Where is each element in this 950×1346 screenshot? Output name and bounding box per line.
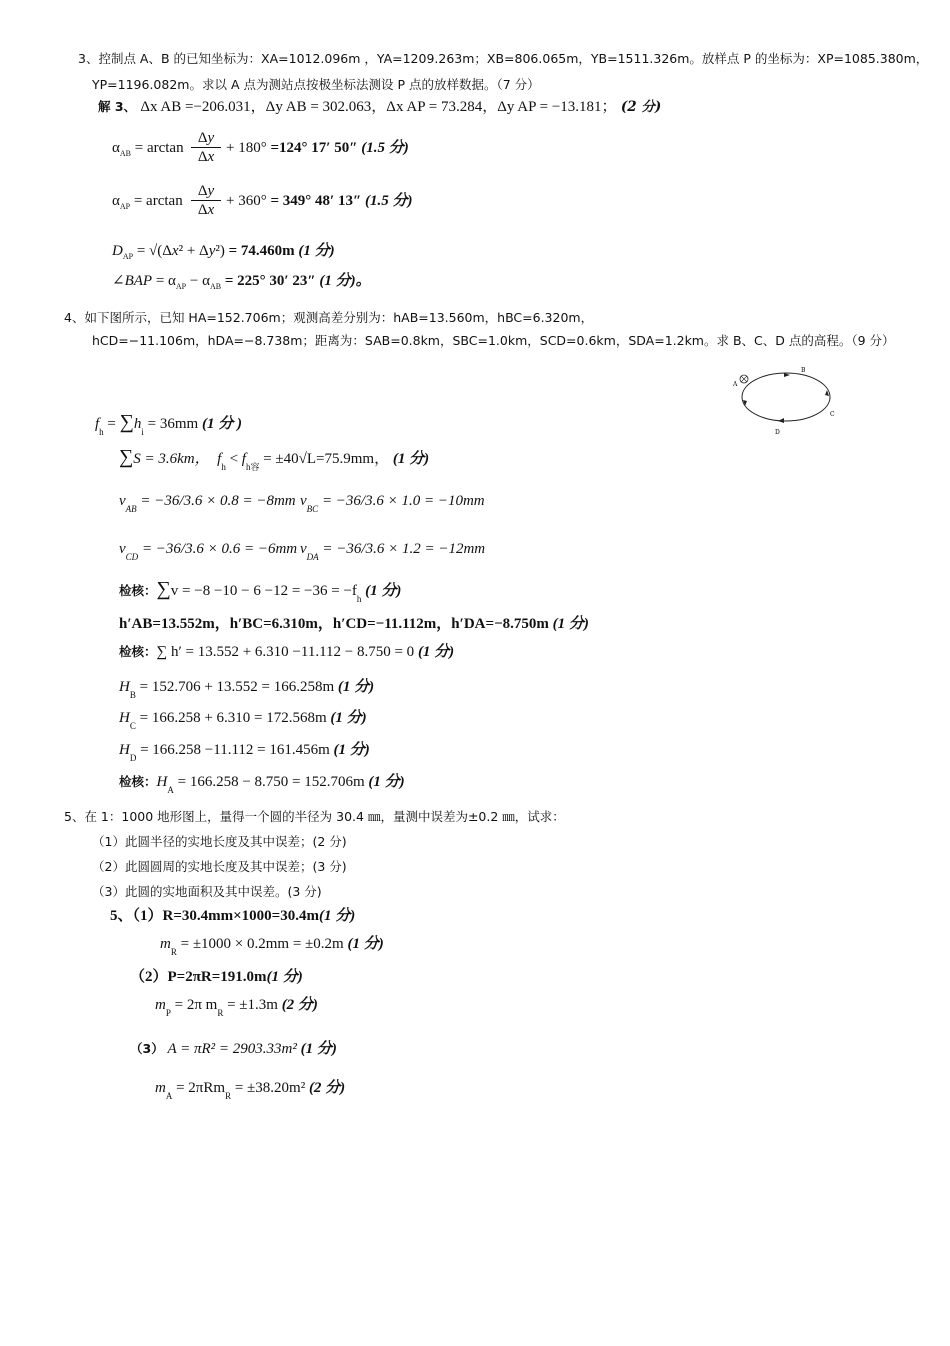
q3-alpha-ab-fraction: Δy Δx [191, 130, 221, 166]
q5-ans1-line [110, 907, 355, 925]
q4-f-allow: = ±40√L=75.9mm， [263, 451, 390, 467]
diagram-label-c: C [830, 411, 835, 418]
q3-alpha-ab-value: =124° 17′ 50″ [270, 140, 358, 156]
q4-v-ab: $v_{AB} = -36/3.6 \times 0.8 = -8mm$ [119, 493, 296, 514]
q4-v-bc-value: = −36/3.6 × 1.0 = −10mm [321, 493, 485, 509]
q4-v-cd: $v_{CD} = -36/3.6 \times 0.6 = -6mm$ [119, 541, 298, 562]
q4-check2-label: 检核： [119, 644, 157, 659]
q4-hc-line: $H_C = 166.258 + 6.310 = 172.568m$ (1 分) [119, 710, 367, 731]
q4-check1: v = −8 −10 − 6 −12 = −36 = −f [170, 583, 357, 599]
q4-ha: = 166.258 − 8.750 = 152.706m [177, 774, 365, 790]
q4-hb-line: $H_B = 152.706 + 13.552 = 166.258m$ (1 分) [119, 679, 375, 700]
diagram-label-d: D [775, 429, 780, 436]
q4-f-allow-points: (1 分) [392, 451, 430, 467]
q4-v-ab-value: = −36/3.6 × 0.8 = −8mm [140, 493, 296, 509]
q5-mr-line: $m_R = \pm 1000 \times 0.2mm = \pm 0.2m$ (1 分) [160, 936, 384, 957]
q4-ha-points: (1 分) [368, 774, 405, 790]
q3-angle-value: = 225° 30′ 23″ [224, 273, 316, 289]
q4-ha-line: 检核：$H_A = 166.258 - 8.750 = 152.706m$ (1 分) [119, 774, 405, 795]
q4-hc-points: (1 分) [330, 710, 367, 726]
q4-hc: = 166.258 + 6.310 = 172.568m [139, 710, 327, 726]
q5-ans2-points: (1 分) [266, 969, 303, 985]
q4-check1-points: (1 分) [365, 583, 402, 599]
q5-ans1-points: (1 分) [318, 908, 356, 924]
q4-corrected-h-points: (1 分) [552, 616, 589, 632]
q3-angle-line: ∠BAP = $\alpha_{AP} - \alpha_{AB} = 225^\circ$ 30′ 23″ (1 分)。 [112, 273, 371, 291]
q5-ans3-points: (1 分) [300, 1041, 337, 1057]
q4-fh-value: = 36mm [147, 416, 199, 432]
q3-distance-value: = 74.460m [228, 243, 295, 259]
q5-part3: （3）此圆的实地面积及其中误差。(3 分) [92, 884, 322, 899]
q4-check2-points: (1 分) [417, 644, 455, 660]
q4-v-cd-value: = −36/3.6 × 0.6 = −6mm [141, 541, 298, 557]
q3-distance-line: $D_{AP} = √(\Delta x^2 + \Delta y^2) = 74.460m$ (1 分) [112, 243, 335, 261]
q3-distance-points: (1 分) [298, 243, 335, 259]
q4-hd-points: (1 分) [333, 742, 370, 758]
arrow-ab-icon [784, 373, 790, 377]
q3-alpha-ab-lhs: $\alpha_{AB} = \arctan$ [112, 140, 184, 158]
benchmark-a-cross [741, 376, 747, 382]
q5-ma: = 2πRm [176, 1080, 226, 1096]
q3-solution-label: 解 3、 [98, 99, 137, 114]
q4-sum-s-line: ∑S = 3.6km， $f_h < f_{h容} = \pm 40√L=75.9mm$， (1 分) [119, 446, 430, 472]
q5-mr-points: (1 分) [347, 936, 384, 952]
q4-corrected-h: h′AB=13.552m，h′BC=6.310m，h′CD=−11.112m，h′DA=−8.750m [119, 616, 549, 632]
q4-check3-label: 检核： [119, 774, 157, 789]
q5-part1: （1）此圆半径的实地长度及其中误差；(2 分) [92, 834, 347, 849]
q5-mp-tail: = ±1.3m [227, 997, 278, 1013]
q4-v-bc: $v_{BC} = -36/3.6 \times 1.0 = -10mm$ [300, 493, 485, 514]
q4-check2: h′ = 13.552 + 6.310 −11.112 − 8.750 = 0 [170, 644, 415, 660]
q3-alpha-ab-points: (1.5 分) [361, 140, 409, 156]
q5-statement-line1: 5、在 1：1000 地形图上，量得一个圆的半径为 30.4 ㎜，量测中误差为±0.2 ㎜，试求： [64, 809, 565, 824]
q5-mp-points: (2 分) [281, 997, 318, 1013]
diagram-label-a: A [733, 381, 738, 388]
q4-check2-line: 检核：∑ h′ = 13.552 + 6.310 −11.112 − 8.750 = 0 (1 分) [119, 644, 455, 660]
q5-mp-line: $m_P = 2\pi$ $m_R = \pm 1.3m$ (2 分) [155, 997, 318, 1018]
q5-mp: = 2π m [174, 997, 218, 1013]
q4-hb-points: (1 分) [337, 679, 375, 695]
q3-alpha-ab-rhs: + 180° =124° 17′ 50″ (1.5 分) [226, 140, 409, 156]
q5-ans2-line [130, 968, 303, 986]
q4-v-da-value: = −36/3.6 × 1.2 = −12mm [322, 541, 486, 557]
q5-ma-line: $m_A = 2\pi Rm_R = \pm 38.20m^2$ (2 分) [155, 1080, 346, 1101]
q3-statement-line2: YP=1196.082m。求以 A 点为测站点按极坐标法测设 P 点的放样数据。（7 分） [92, 77, 540, 92]
diagram-label-b: B [801, 367, 806, 374]
q5-ans3-label: （3） [130, 1041, 164, 1056]
q4-corrected-h-line [119, 615, 589, 633]
q4-v-da: $v_{DA} = -36/3.6 \times 1.2 = -12mm$ [300, 541, 486, 562]
q4-hd: = 166.258 −11.112 = 161.456m [140, 742, 330, 758]
q4-statement-line2: hCD=−11.106m，hDA=−8.738m；距离为：SAB=0.8km，SBC=1.0km，SCD=0.6km，SDA=1.2km。求 B、C、D 点的高程。（9 分） [92, 333, 895, 348]
q3-deltas-points: (2 分) [620, 99, 662, 115]
q3-alpha-ap-fraction: Δy Δx [191, 183, 221, 219]
q3-alpha-ap-points: (1.5 分) [365, 193, 413, 209]
q5-ans3: A = πR² = 2903.33m² [167, 1041, 297, 1057]
q3-alpha-ap-lhs: $\alpha_{AP} = \arctan$ [112, 193, 183, 211]
q3-statement-line1: 3、控制点 A、B 的已知坐标为：XA=1012.096m ，YA=1209.263m；XB=806.065m，YB=1511.326m。放样点 P 的坐标为：XP=1085.380m， [78, 51, 929, 66]
q5-ans1: 5、（1）R=30.4mm×1000=30.4m [110, 908, 319, 924]
q4-check1-label: 检核： [119, 583, 157, 598]
q3-deltas-line [98, 98, 661, 116]
q4-statement-line1: 4、如下图所示，已知 HA=152.706m；观测高差分别为：hAB=13.560m，hBC=6.320m， [64, 310, 594, 325]
q3-alpha-ap-rhs: + 360° = 349° 48′ 13″ (1.5 分) [226, 193, 413, 209]
q4-hb: = 152.706 + 13.552 = 166.258m [139, 679, 335, 695]
q3-deltas: Δx AB =−206.031，Δy AB = 302.063，Δx AP = 73.284，Δy AP = −13.181； [140, 99, 617, 115]
q5-ans3-line [130, 1040, 337, 1058]
q4-fh-line: $f_h = \sum h_i = 36mm$ (1 分 ) [95, 411, 242, 437]
q5-ma-tail: = ±38.20m² [234, 1080, 306, 1096]
q3-alpha-ap-value: = 349° 48′ 13″ [270, 193, 362, 209]
q5-ma-points: (2 分) [308, 1080, 346, 1096]
q4-fh-points: (1 分 ) [201, 416, 242, 432]
q5-ans2: （2）P=2πR=191.0m [130, 969, 267, 985]
q5-mr: = ±1000 × 0.2mm = ±0.2m [180, 936, 344, 952]
q4-check1-line: 检核：$\sum v = -8 -10 - 6 -12 = -36 = -f_h$ (1 分) [119, 578, 402, 604]
q5-part2: （2）此圆圆周的实地长度及其中误差；(3 分) [92, 859, 347, 874]
q3-angle-points: (1 分)。 [319, 273, 371, 289]
q4-hd-line: $H_D = 166.258 -11.112 = 161.456m$ (1 分) [119, 742, 370, 763]
leveling-loop-diagram [730, 360, 840, 440]
q4-sum-s: S = 3.6km， [133, 451, 210, 467]
loop-ellipse [742, 373, 830, 421]
